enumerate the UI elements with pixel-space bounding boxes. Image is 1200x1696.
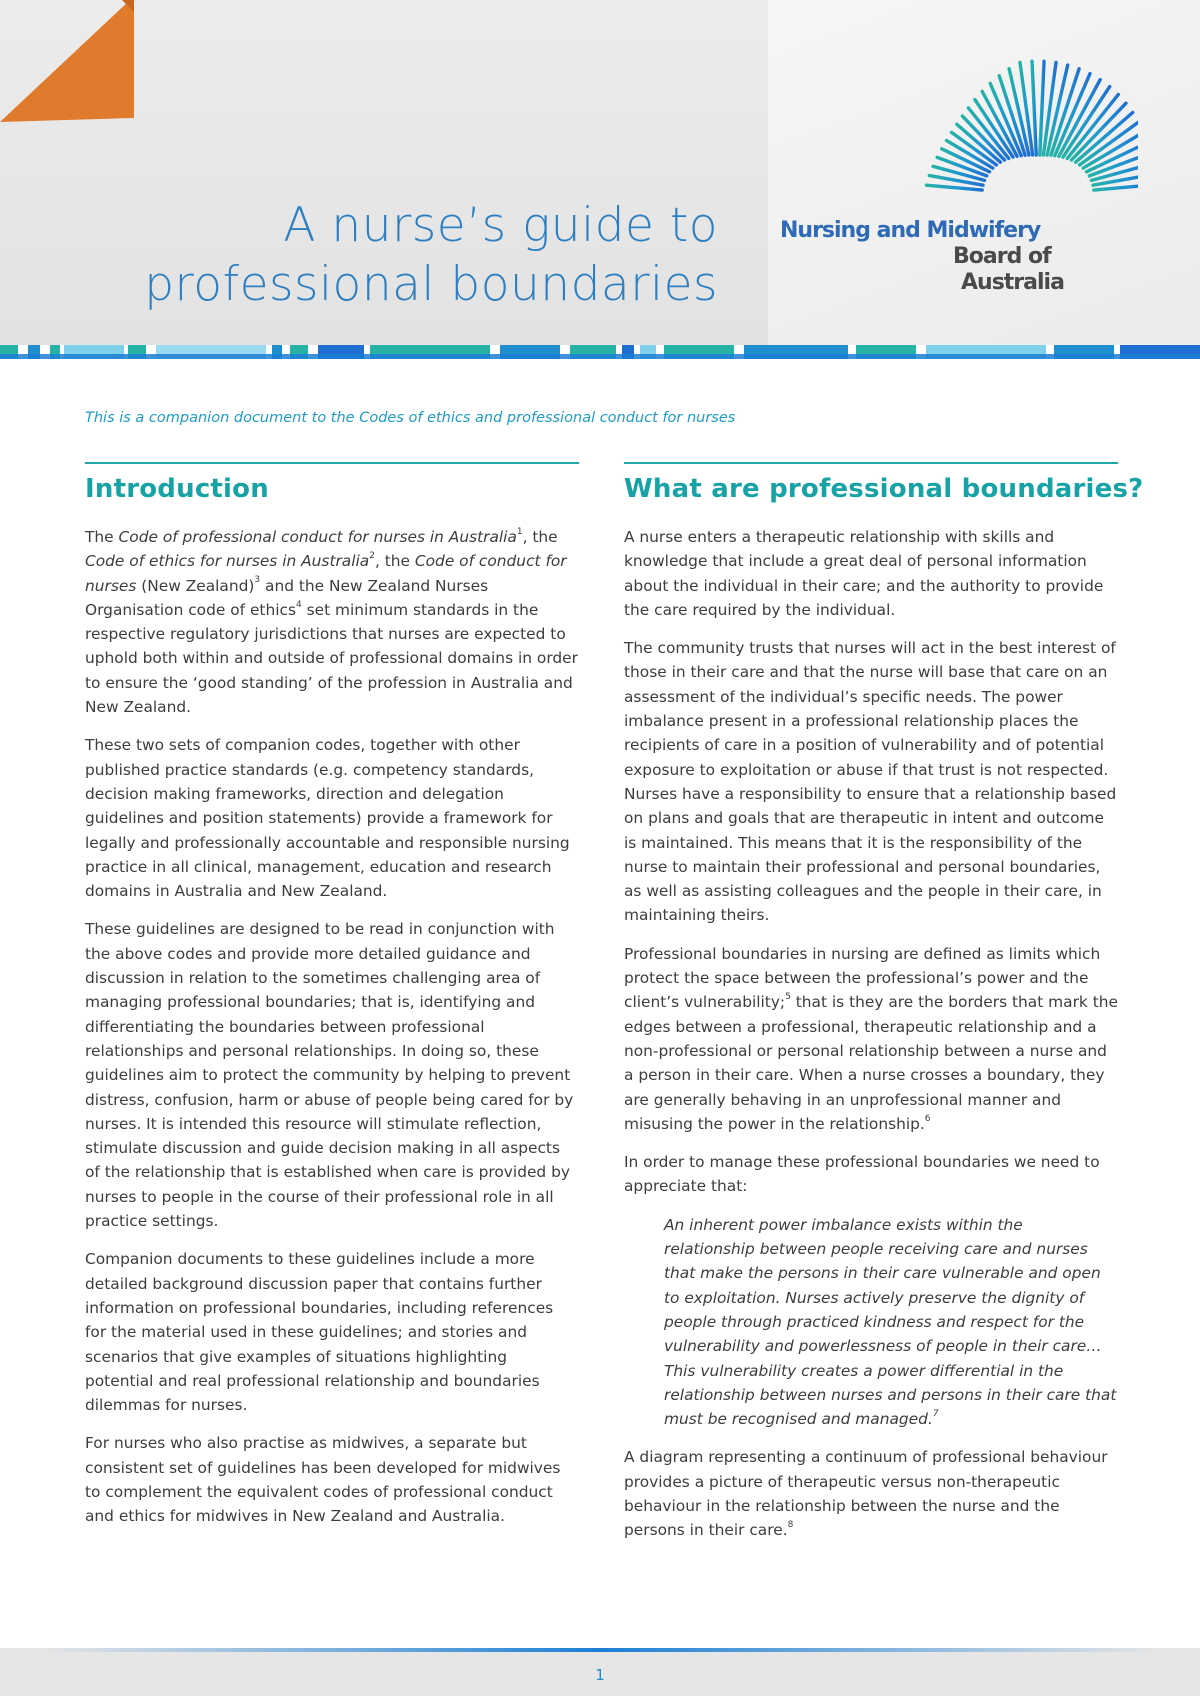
intro-paragraph-1	[85, 525, 579, 719]
logo-line-1: Nursing and Midwifery	[780, 218, 1041, 243]
text: set minimum standards in the respective regulatory jurisdictions that nurses are expected to uphold both within and outside of professional domains in order to ensure the ‘good standing’ of the profession in Australia and New Zealand.	[85, 600, 578, 717]
code-title: Code of ethics for nurses in Australia	[85, 552, 370, 571]
boundaries-heading: What are professional boundaries?	[624, 474, 1144, 504]
intro-paragraph-2: These two sets of companion codes, together with other published practice standards (e.g. competency standards, decision making frameworks, direction and delegation guidelines and position statements) provide a framework for legally and professionally accountable and responsible nursing practice in all clinical, management, education and research domains in Australia and New Zealand.	[85, 736, 570, 901]
text: and the New Zealand Nurses Organisation code of ethics	[85, 576, 489, 619]
logo-stripe	[1032, 61, 1036, 155]
block-quote	[664, 1213, 1118, 1432]
text: , the	[522, 528, 558, 546]
intro-paragraph-5: For nurses who also practise as midwives, a separate but consistent set of guidelines has been developed for midwives to complement the equivalent codes of professional conduct and ethics for midwives in New Zealand and Australia.	[85, 1434, 561, 1526]
introduction-column	[85, 462, 579, 1543]
section-rule	[85, 462, 579, 464]
footnote-ref: 3	[254, 575, 261, 586]
logo-line-3: Australia	[961, 270, 1064, 295]
corner-fold-icon	[0, 0, 134, 122]
boundaries-column	[624, 462, 1144, 1557]
footnote-ref: 6	[924, 1113, 931, 1124]
header-band	[0, 0, 1200, 345]
title-line-2: professional boundaries	[144, 257, 718, 312]
introduction-heading: Introduction	[85, 474, 269, 504]
text: The	[85, 528, 119, 546]
section-rule	[624, 462, 1118, 464]
text: Professional boundaries in nursing are defined as limits which protect the space between the professional’s power and the client’s vulnerability;	[624, 944, 1101, 1012]
boundaries-paragraph-5	[624, 1445, 1118, 1542]
quote-text: An inherent power imbalance exists within the relationship between people receiving care and nurses that make the persons in their care vulnerable and open to exploitation. Nurses actively preserve the dignity of people through practiced kindness and respect for the vulnerability and powerlessness of people in their care… This vulnerability creates a power differential in the relationship between nurses and persons in their care that must be recognised and managed.	[664, 1215, 1117, 1429]
text: that is they are the borders that mark the edges between a professional, therapeutic relationship and a non-professional or personal relationship between a nurse and a person in their care. When a nurse crosses a boundary, they are generally behaving in an unprofessional manner and misusing the power in the relationship.	[624, 993, 1118, 1133]
logo-stripe	[926, 185, 982, 190]
page-title	[144, 196, 718, 314]
footnote-ref: 4	[295, 599, 302, 610]
footnote-ref: 1	[516, 526, 523, 537]
stripe-base	[0, 354, 1200, 359]
logo-line-2: Board of	[953, 244, 1051, 269]
logo-stripe	[1040, 61, 1044, 155]
boundaries-paragraph-1: A nurse enters a therapeutic relationship with skills and knowledge that include a great deal of personal information about the individual in their care; and the authority to provide the care required by the individual.	[624, 528, 1104, 619]
title-line-1: A nurse’s guide to	[283, 198, 718, 253]
code-title: Code of conduct for nurses	[85, 552, 567, 595]
footnote-ref: 2	[369, 551, 375, 562]
text: (New Zealand)	[136, 576, 255, 595]
text: , the	[374, 552, 415, 571]
footnote-ref: 5	[785, 992, 791, 1003]
text: A diagram representing a continuum of professional behaviour provides a picture of therapeutic versus non-therapeutic behaviour in the relationship between the nurse and the persons in their care.	[624, 1448, 1108, 1540]
footnote-ref: 7	[932, 1408, 939, 1419]
footer-accent-bar	[40, 1648, 1160, 1652]
boundaries-paragraph-3	[624, 942, 1118, 1136]
companion-subtitle: This is a companion document to the Codes of ethics and professional conduct for nurses	[85, 410, 736, 426]
logo-wordmark	[780, 218, 1064, 296]
intro-paragraph-3: These guidelines are designed to be read in conjunction with the above codes and provide more detailed guidance and discussion in relation to the sometimes challenging area of managing professional boundaries; that is, identifying and differentiating the boundaries between professional relationships and personal relationships. In doing so, these guidelines aim to protect the community by helping to prevent distress, confusion, harm or abuse of people being cared for by nurses. It is intended this resource will stimulate reflection, stimulate discussion and guide decision making in all aspects of the relationship that is established when care is provided by nurses to people in the course of their professional role in all practice settings.	[85, 920, 574, 1231]
decorative-stripe	[0, 345, 1200, 359]
page-number: 1	[595, 1666, 605, 1684]
boundaries-paragraph-2: The community trusts that nurses will act in the best interest of those in their care and that the nurse will base that care on an assessment of the individual’s specific needs. The power imbalance present in a professional relationship places the recipients of care in a position of vulnerability and of potential exposure to exploitation or abuse if that trust is not respected. Nurses have a responsibility to ensure that a relationship based on plans and goals that are therapeutic in intent and outcome is maintained. This means that it is the responsibility of the nurse to maintain their professional and personal boundaries, as well as assisting colleagues and the people in their care, in maintaining theirs.	[624, 639, 1117, 925]
logo-stripe	[1094, 185, 1138, 190]
footnote-ref: 8	[787, 1520, 794, 1531]
code-title-link: Code of professional conduct for nurses in Australia	[118, 528, 517, 546]
boundaries-paragraph-4: In order to manage these professional boundaries we need to appreciate that:	[624, 1153, 1100, 1196]
intro-paragraph-4: Companion documents to these guidelines include a more detailed background discussion paper that contains further information on professional boundaries, including references for the material used in these guidelines; and stories and scenarios that give examples of situations highlighting potential and real professional relationship and boundaries dilemmas for nurses.	[85, 1250, 554, 1415]
